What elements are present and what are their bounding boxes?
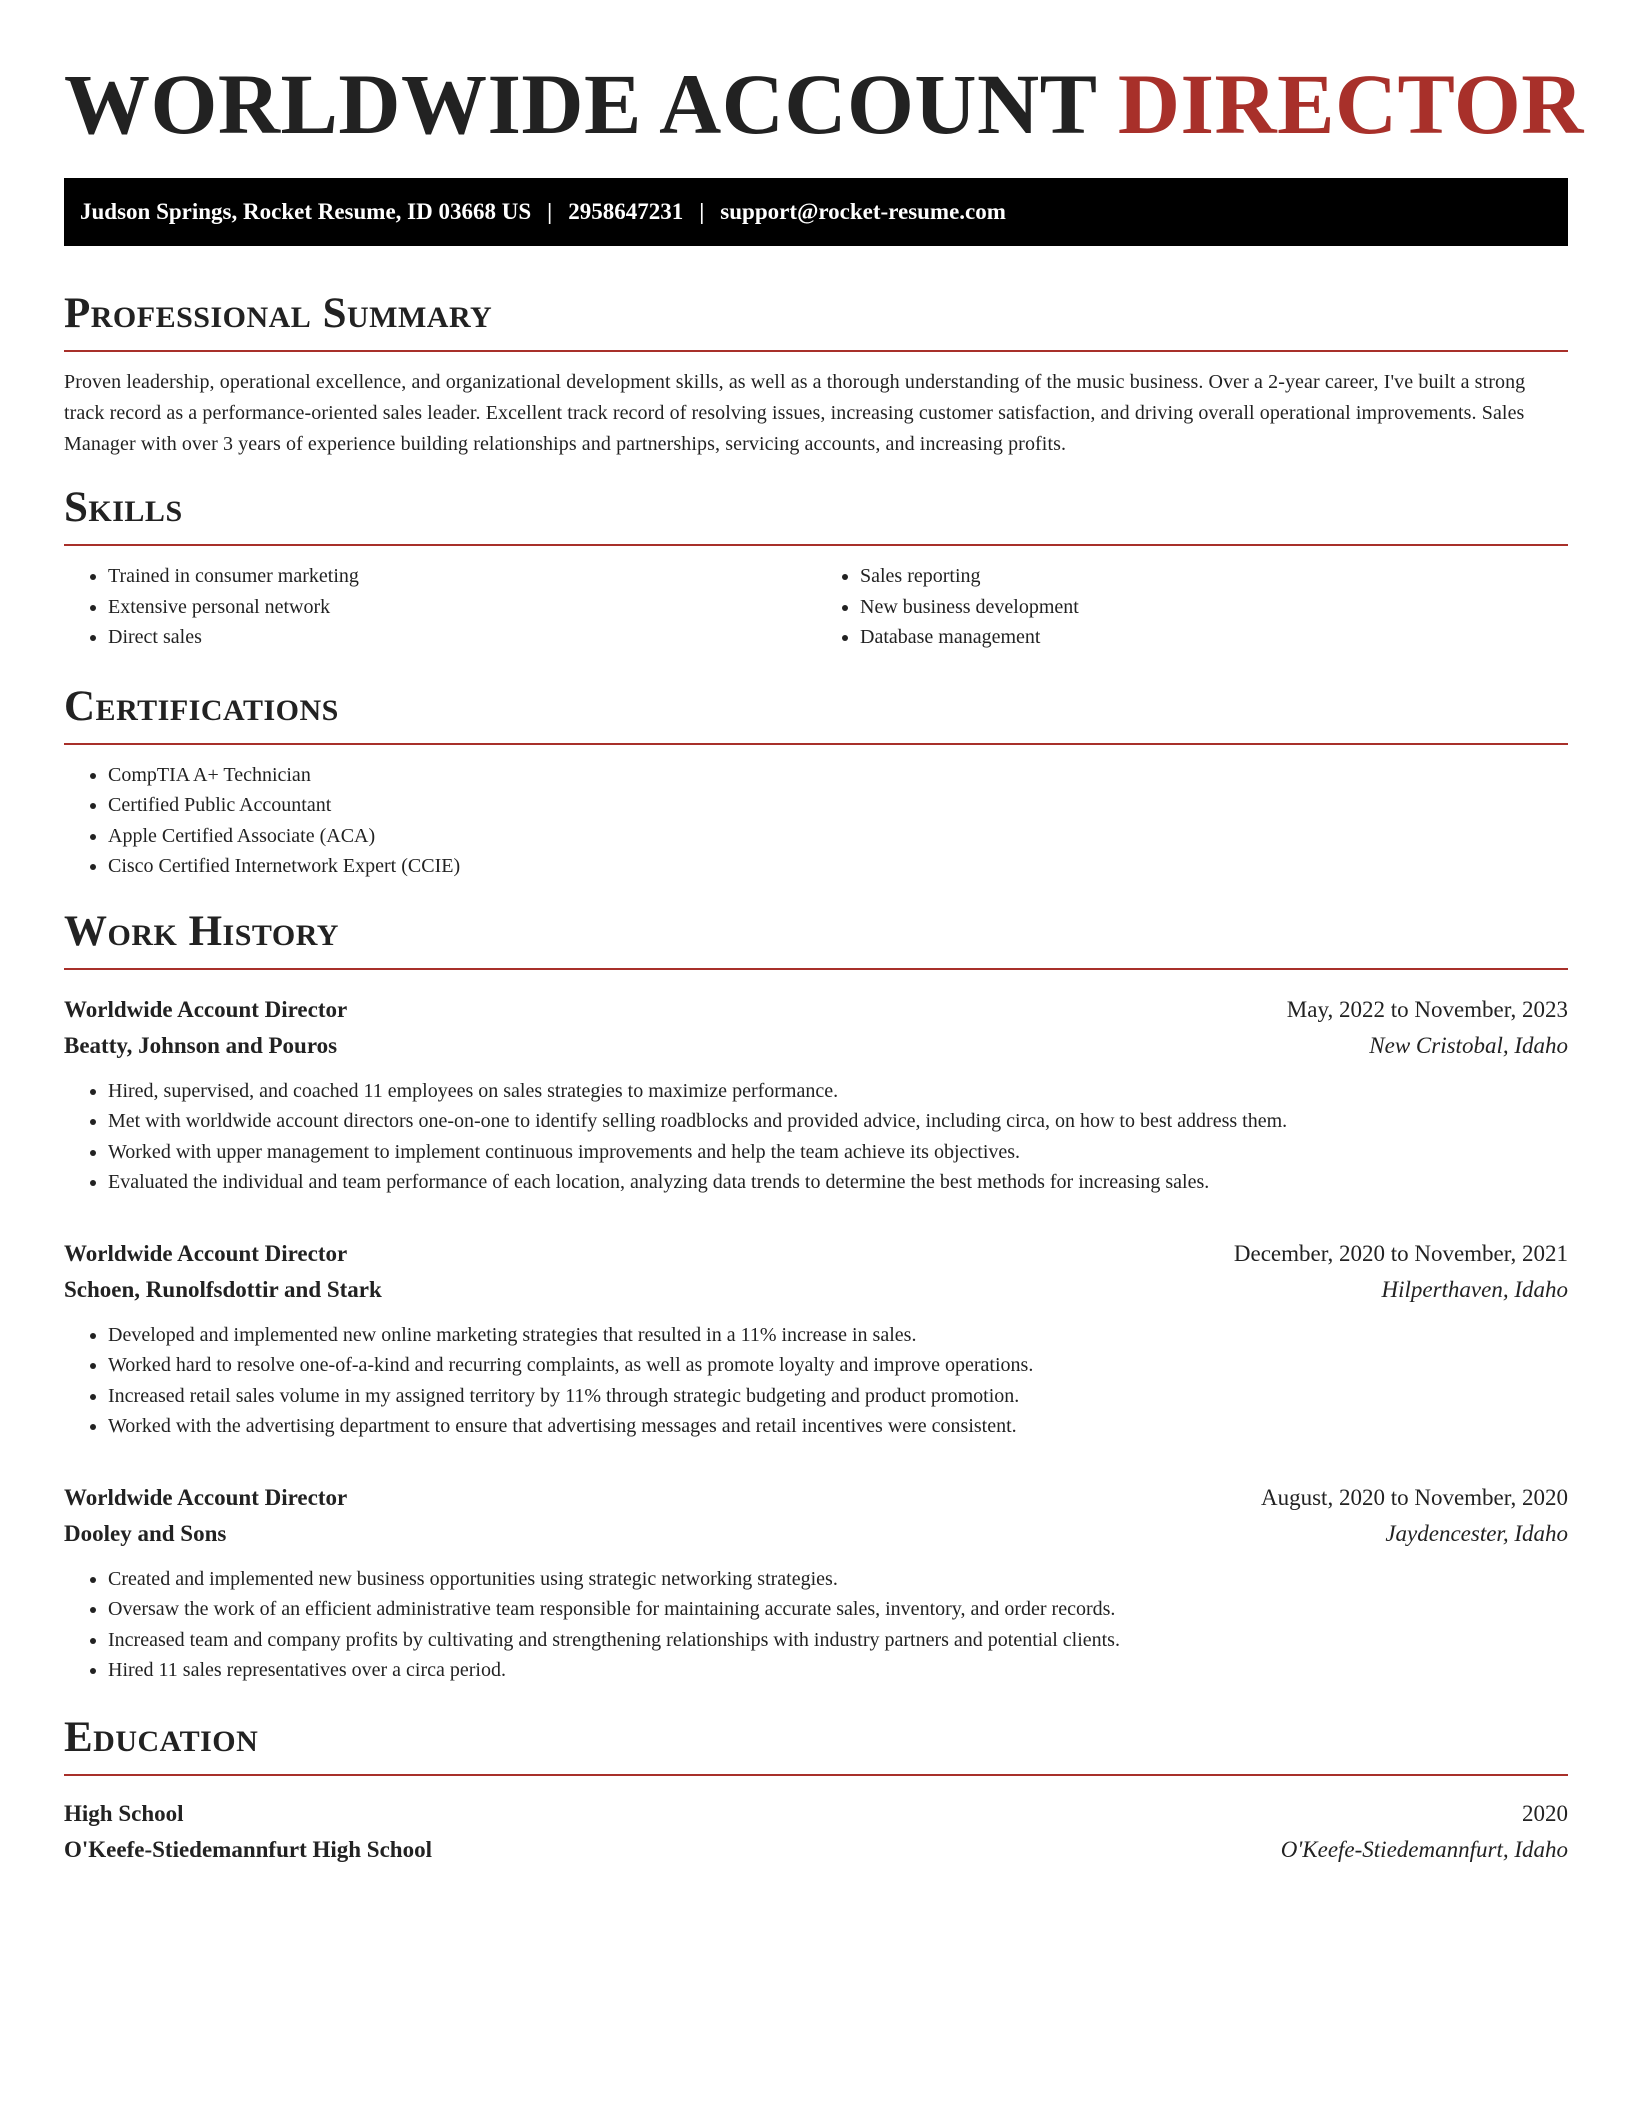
- certifications-section: [64, 683, 1568, 882]
- job-company-row: [64, 1272, 1568, 1308]
- job-bullet: • Worked with the advertising department to ensure that advertising messages and retail incentives were consistent.: [108, 1411, 1568, 1442]
- contact-address: Judson Springs, Rocket Resume, ID 03668 US: [80, 199, 532, 224]
- contact-separator: |: [699, 199, 705, 224]
- job-title: Worldwide Account Director: [64, 1484, 348, 1510]
- job-bullet: • Hired, supervised, and coached 11 employees on sales strategies to maximize performance.: [108, 1076, 1568, 1107]
- job-dates: December, 2020 to November, 2021: [1233, 1240, 1568, 1266]
- work-history-section: [64, 908, 1568, 1686]
- resume-title: [64, 56, 1584, 152]
- education-entry: [64, 1796, 1568, 1868]
- skill-item: • Sales reporting: [860, 561, 1568, 592]
- section-divider: [64, 350, 1568, 352]
- job-title: Worldwide Account Director: [64, 1240, 348, 1266]
- job-entry: [64, 1480, 1568, 1686]
- job-header-row: [64, 1480, 1568, 1516]
- summary-section: [64, 290, 1568, 460]
- section-heading: Certifications: [64, 682, 339, 730]
- certification-item: • Apple Certified Associate (ACA): [108, 821, 1568, 852]
- job-header-row: [64, 1236, 1568, 1272]
- section-divider: [64, 1774, 1568, 1776]
- job-company: Schoen, Runolfsdottir and Stark: [64, 1276, 382, 1302]
- skill-item: • Extensive personal network: [108, 592, 816, 623]
- job-title: Worldwide Account Director: [64, 996, 348, 1022]
- job-bullets: [64, 1076, 1568, 1198]
- skill-item: • Direct sales: [108, 622, 816, 653]
- skill-item: • Trained in consumer marketing: [108, 561, 816, 592]
- job-location: New Cristobal, Idaho: [1369, 1032, 1568, 1058]
- skill-item: • Database management: [860, 622, 1568, 653]
- job-bullet: • Evaluated the individual and team performance of each location, analyzing data trends to determine the best methods for increasing sales.: [108, 1167, 1568, 1198]
- job-company-row: [64, 1028, 1568, 1064]
- skills-list-right: [816, 561, 1568, 653]
- title-role-accent: DIRECTOR: [1117, 56, 1584, 152]
- skill-item: • New business development: [860, 592, 1568, 623]
- job-bullet: • Hired 11 sales representatives over a circa period.: [108, 1655, 1568, 1686]
- job-company-row: [64, 1516, 1568, 1552]
- education-degree-row: [64, 1796, 1568, 1832]
- job-bullets: [64, 1320, 1568, 1442]
- job-dates: August, 2020 to November, 2020: [1261, 1484, 1568, 1510]
- title-role: WORLDWIDE ACCOUNT: [64, 56, 1096, 152]
- job-bullet: • Developed and implemented new online marketing strategies that resulted in a 11% increase in sales.: [108, 1320, 1568, 1351]
- job-bullet: • Created and implemented new business opportunities using strategic networking strategies.: [108, 1564, 1568, 1595]
- job-company: Dooley and Sons: [64, 1520, 227, 1546]
- certification-item: • Certified Public Accountant: [108, 790, 1568, 821]
- job-bullet: • Worked hard to resolve one-of-a-kind and recurring complaints, as well as promote loyalty and improve operations.: [108, 1350, 1568, 1381]
- skills-list-left: [64, 561, 816, 653]
- section-divider: [64, 968, 1568, 970]
- section-heading: Professional Summary: [64, 290, 493, 337]
- job-bullet: • Worked with upper management to implement continuous improvements and help the team achieve its objectives.: [108, 1137, 1568, 1168]
- certifications-list: [64, 760, 1568, 882]
- job-location: Hilperthaven, Idaho: [1381, 1276, 1568, 1302]
- education-school: O'Keefe-Stiedemannfurt High School: [64, 1836, 432, 1862]
- contact-phone: 2958647231: [568, 199, 684, 224]
- job-bullet: • Increased retail sales volume in my assigned territory by 11% through strategic budgeting and product promotion.: [108, 1381, 1568, 1412]
- skills-section: [64, 484, 1568, 653]
- job-location: Jaydencester, Idaho: [1385, 1520, 1568, 1546]
- summary-text: Proven leadership, operational excellence, and organizational development skills, as well as a thorough understanding of the music business. Over a 2-year career, I've built a strong track record as a performance-oriented sales leader. Excellent track record of resolving issues, increasing customer satisfaction, and driving overall operational improvements. Sales Manager with over 3 years of experience building relationships and partnerships, servicing accounts, and increasing profits.: [64, 371, 1526, 455]
- section-divider: [64, 743, 1568, 745]
- job-company: Beatty, Johnson and Pouros: [64, 1032, 338, 1058]
- job-entry: [64, 1236, 1568, 1442]
- job-header-row: [64, 992, 1568, 1028]
- job-bullet: • Met with worldwide account directors one-on-one to identify selling roadblocks and provided advice, including circa, on how to best address them.: [108, 1106, 1568, 1137]
- education-year: 2020: [1522, 1800, 1568, 1826]
- section-heading: Work History: [64, 907, 339, 955]
- education-location: O'Keefe-Stiedemannfurt, Idaho: [1280, 1836, 1568, 1862]
- job-dates: May, 2022 to November, 2023: [1286, 996, 1568, 1022]
- education-school-row: [64, 1832, 1568, 1868]
- job-entry: [64, 992, 1568, 1198]
- contact-bar: [64, 178, 1568, 246]
- contact-email: support@rocket-resume.com: [720, 199, 1006, 224]
- certification-item: • CompTIA A+ Technician: [108, 760, 1568, 791]
- education-degree: High School: [64, 1800, 184, 1826]
- job-bullet: • Increased team and company profits by cultivating and strengthening relationships with industry partners and potential clients.: [108, 1625, 1568, 1656]
- education-section: [64, 1714, 1568, 1868]
- section-heading: Skills: [64, 484, 183, 531]
- skills-grid: [64, 546, 1568, 653]
- section-heading: Education: [64, 1713, 259, 1761]
- contact-separator: |: [547, 199, 553, 224]
- job-bullets: [64, 1564, 1568, 1686]
- job-bullet: • Oversaw the work of an efficient administrative team responsible for maintaining accurate sales, inventory, and order records.: [108, 1594, 1568, 1625]
- certification-item: • Cisco Certified Internetwork Expert (CCIE): [108, 851, 1568, 882]
